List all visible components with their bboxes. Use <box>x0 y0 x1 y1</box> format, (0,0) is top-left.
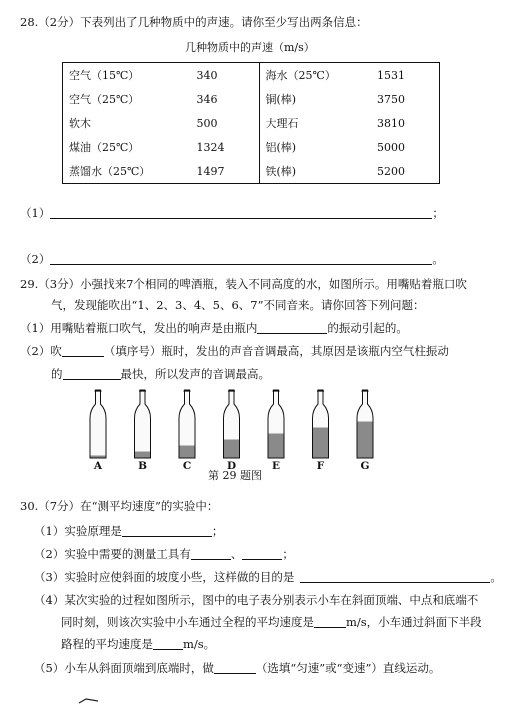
pen-mark-icon <box>78 698 100 704</box>
q28-answer-1-label: （1） <box>20 206 51 220</box>
material-cell: 铜(棒) <box>259 87 371 111</box>
bottle-label: E <box>271 460 280 472</box>
q28-answer-1-end: ； <box>432 206 444 220</box>
bottle-water <box>91 456 106 458</box>
table-row <box>63 63 440 88</box>
speed-cell: 3750 <box>377 92 405 106</box>
bottle-water <box>224 440 239 458</box>
material-cell: 海水（25℃） <box>259 63 371 88</box>
q30-step2-post: ； <box>282 547 294 561</box>
q30-step2-pre: （2）实验中需要的测量工具有 <box>34 547 191 561</box>
bottle-label: C <box>182 460 192 472</box>
q29-part2-pre: （2）吹 <box>20 344 62 358</box>
q30-step4-line3-pre: 路程的平均速度是 <box>61 637 153 651</box>
q29-part2-blank[interactable] <box>62 344 104 357</box>
speed-cell: 5000 <box>377 140 405 154</box>
q30-step3-post: 。 <box>490 570 502 584</box>
bottle <box>357 390 373 458</box>
q29-part2 <box>20 343 449 359</box>
q30-step1 <box>34 523 223 539</box>
sound-speed-table <box>62 62 440 184</box>
q30-step3-pre: （3）实验时应使斜面的坡度小些，这样做的目的是 <box>34 570 295 584</box>
q30-step4-line2-pre: 同时刻，则该次实验中小车通过全程的平均速度是 <box>61 615 314 629</box>
table-row <box>63 135 440 159</box>
q28-answer-1 <box>20 205 444 221</box>
bottle-water <box>313 428 328 458</box>
q28-table-title: 几种物质中的声速（m/s） <box>185 41 315 54</box>
bottle-label: B <box>138 460 147 472</box>
q30-step4-blank-1[interactable] <box>314 615 346 628</box>
q29-figure-caption: 第 29 题图 <box>208 469 262 482</box>
q28-answer-2 <box>20 251 444 267</box>
q29-part2-cont-blank[interactable] <box>63 367 121 380</box>
q30-step5 <box>34 660 440 676</box>
q30-stem: 30.（7分）在“测平均速度”的实验中： <box>20 499 219 513</box>
q29-part1-pre: （1）用嘴贴着瓶口吹气，发出的响声是由瓶内 <box>20 321 258 335</box>
q30-step1-blank[interactable] <box>122 524 212 537</box>
q28-answer-1-blank[interactable] <box>50 206 432 219</box>
speed-cell: 1531 <box>377 68 405 82</box>
q29-part1-post: 的振动引起的。 <box>327 321 408 335</box>
material-cell: 煤油（25℃） <box>69 141 140 154</box>
bottle-label: D <box>226 460 237 472</box>
speed-cell: 340 <box>196 68 218 82</box>
q29-stem-line2: 气，发现能吹出“1、2、3、4、5、6、7”不同音来。请你回答下列问题： <box>51 298 425 312</box>
q30-step5-blank[interactable] <box>214 661 256 674</box>
q29-stem-line1: 29.（3分）小强找来7个相同的啤酒瓶，装入不同高度的水，如图所示。用嘴贴着瓶口吹 <box>20 277 467 291</box>
q30-step4-line2-post: m/s，小车通过斜面下半段 <box>346 615 482 629</box>
material-cell: 铝(棒) <box>259 135 371 159</box>
bottle-label: G <box>360 460 370 472</box>
q29-part1-blank[interactable] <box>257 321 327 334</box>
bottle <box>224 390 240 458</box>
bottle-label: A <box>93 460 103 472</box>
q28-answer-2-label: （2） <box>20 252 51 266</box>
q30-step4-line3-post: m/s。 <box>183 637 216 651</box>
material-cell: 空气（15℃） <box>69 69 140 82</box>
bottle-water <box>180 446 195 458</box>
q29-part2-mid: （填序号）瓶时，发出的声音音调最高，其原因是该瓶内空气柱振动 <box>103 344 449 358</box>
q30-step1-post: ； <box>211 524 224 538</box>
q30-step3 <box>34 569 502 585</box>
q30-step1-pre: （1）实验原理是 <box>34 524 122 538</box>
q28-answer-2-blank[interactable] <box>50 252 432 265</box>
q30-step4-line3 <box>61 636 215 652</box>
q28-answer-2-end: 。 <box>432 252 444 266</box>
q30-step2-blank-2[interactable] <box>242 547 282 560</box>
bottle-water <box>358 422 373 458</box>
speed-cell: 1324 <box>196 140 225 154</box>
q30-step4-line1: （4）某次实验的过程如图所示，图中的电子表分别表示小车在斜面顶端、中点和底端不 <box>34 593 479 607</box>
material-cell: 软木 <box>69 117 91 130</box>
speed-cell: 1497 <box>196 164 225 178</box>
speed-cell: 346 <box>196 92 218 106</box>
bottle <box>179 390 195 458</box>
q30-step5-post: （选填“匀速”或“变速”）直线运动。 <box>255 661 441 675</box>
q30-step3-blank[interactable] <box>300 570 490 583</box>
table-row <box>63 87 440 111</box>
table-row <box>63 159 440 184</box>
material-cell: 铁(棒) <box>259 159 371 184</box>
q30-step2 <box>34 546 294 562</box>
q30-step4-blank-2[interactable] <box>153 637 183 650</box>
q28-stem: 28.（2分）下表列出了几种物质中的声速。请你至少写出两条信息： <box>20 15 368 29</box>
q29-part2-cont-post: 最快，所以发声的音调最高。 <box>120 367 270 381</box>
q29-part2-cont-pre: 的 <box>51 367 63 381</box>
bottle-water <box>269 434 284 458</box>
bottle-water <box>135 452 150 458</box>
bottle-label: F <box>316 460 325 472</box>
q30-step2-blank-1[interactable] <box>191 547 231 560</box>
bottle <box>313 390 329 458</box>
material-cell: 大理石 <box>259 111 371 135</box>
bottle <box>268 390 284 458</box>
q29-part2-cont <box>51 366 270 382</box>
q29-part1 <box>20 320 408 336</box>
bottle <box>90 390 106 458</box>
q30-step4-line2 <box>61 614 482 630</box>
speed-cell: 5200 <box>377 164 405 178</box>
material-cell: 蒸馏水（25℃） <box>69 165 151 178</box>
speed-cell: 3810 <box>377 116 405 130</box>
q30-step5-pre: （5）小车从斜面顶端到底端时，做 <box>34 661 214 675</box>
material-cell: 空气（25℃） <box>69 93 140 106</box>
speed-cell: 500 <box>196 116 218 130</box>
table-row <box>63 111 440 135</box>
bottle <box>135 390 151 458</box>
q30-step2-mid: 、 <box>230 547 243 561</box>
